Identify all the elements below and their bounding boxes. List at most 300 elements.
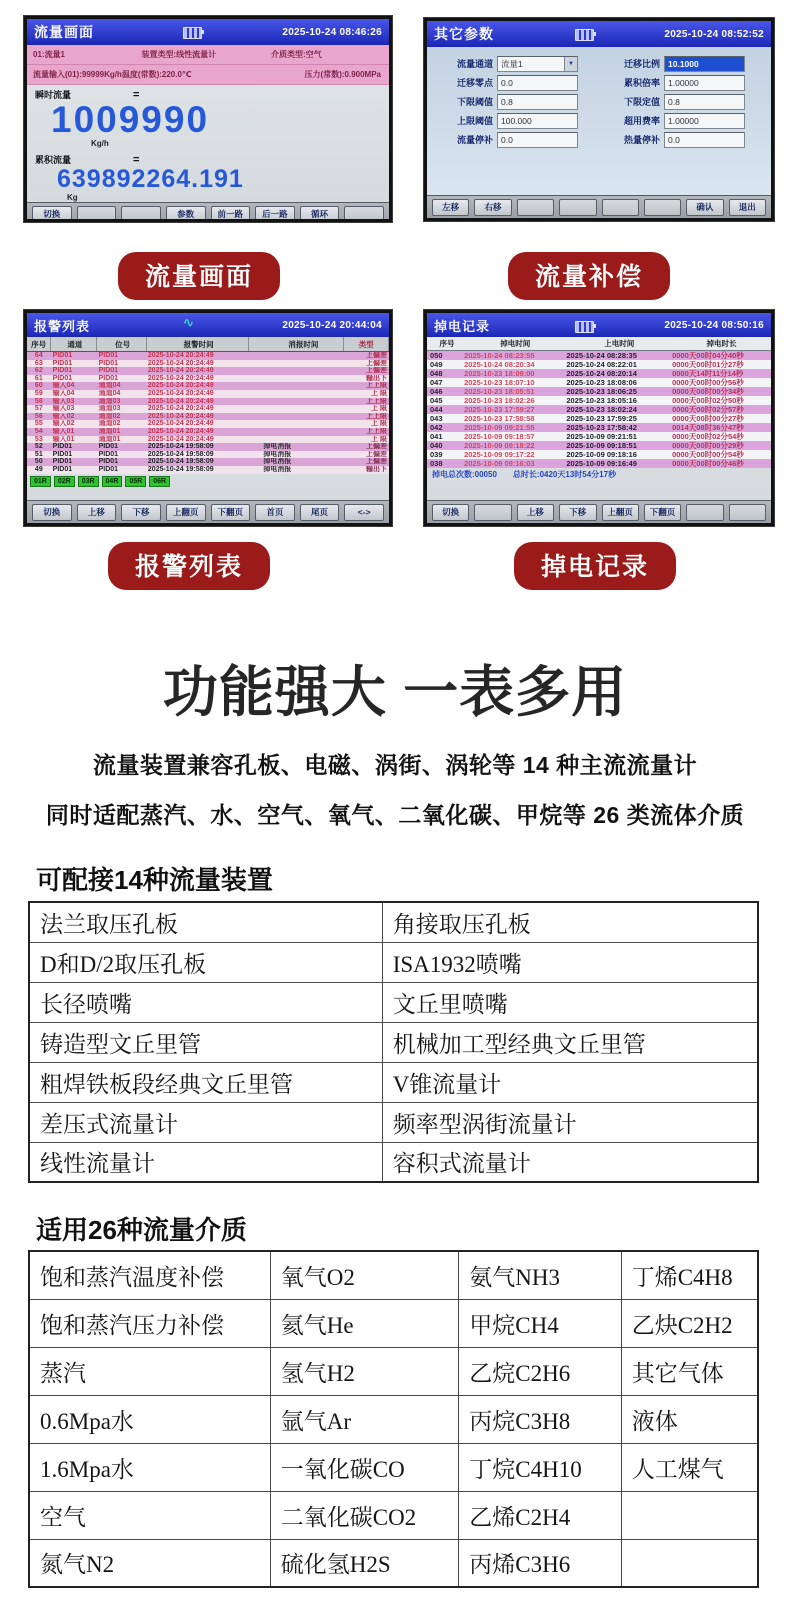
power-cell: 2025-10-23 18:02:26 <box>464 396 535 405</box>
media-name-cell: 一氧化碳CO <box>270 1443 459 1491</box>
total-flow-row <box>35 153 381 166</box>
table-row <box>29 942 758 982</box>
field-input[interactable]: 0.8 <box>664 94 745 110</box>
media-table <box>28 1250 759 1588</box>
alarm-cell: 上上限 <box>366 427 387 435</box>
power-cell: 0000天00时02分54秒 <box>672 432 744 441</box>
power-cell: 0000天00时02分57秒 <box>672 405 744 414</box>
power-cell: 2025-10-09 09:21:51 <box>566 432 637 441</box>
badge-alarm-list: 报警列表 <box>108 542 270 590</box>
flow-input-label: 流量输入(01):99999Kg/h温度(常数):220.0℃ <box>33 70 192 79</box>
power-screen-header <box>427 313 771 337</box>
device-name-cell: D和D/2取压孔板 <box>29 942 382 982</box>
power-cell: 2025-10-23 18:02:24 <box>566 405 637 414</box>
channel-tag: 02R <box>54 476 75 487</box>
field-input[interactable]: 流量1 ▼ <box>497 56 578 72</box>
chevron-down-icon[interactable]: ▼ <box>564 57 577 71</box>
alarm-cell: 2025-10-24 20:24:49 <box>147 405 214 413</box>
alarm-softkey[interactable]: 首页 <box>255 504 295 521</box>
alarm-cell <box>249 398 344 406</box>
channel-tag: 04R <box>102 476 123 487</box>
power-row <box>427 441 771 450</box>
alarm-cell: PID01 <box>98 458 119 466</box>
alarm-row <box>27 420 389 428</box>
field-input[interactable]: 0.8 <box>497 94 578 110</box>
media-name-cell: 乙烯C2H4 <box>459 1491 621 1539</box>
media-name-cell: 氧气O2 <box>270 1251 459 1299</box>
alarm-cell: 52 <box>34 443 43 451</box>
alarm-cell: 输入04 <box>52 382 75 390</box>
flow-info-row <box>27 65 389 85</box>
field-input[interactable]: 100.000 <box>497 113 578 129</box>
power-cell: 2025-10-24 08:20:14 <box>566 369 637 378</box>
params-softkey-blank <box>517 199 554 216</box>
power-cell: 2025-10-09 09:17:22 <box>464 450 535 459</box>
params-screen-header <box>427 21 771 47</box>
params-softkey-blank <box>602 199 639 216</box>
alarm-cell: 53 <box>34 435 43 443</box>
flow-softkey[interactable]: 切换 <box>32 206 72 222</box>
media-name-cell: 氦气He <box>270 1299 459 1347</box>
field-input[interactable]: 0.0 <box>497 132 578 148</box>
alarm-cell: 60 <box>34 382 43 390</box>
alarm-cell: 掉电消报 <box>263 450 292 458</box>
alarm-cell: 输入01 <box>52 435 75 443</box>
field-label: 流量停补 <box>456 135 493 145</box>
media-name-cell: 其它气体 <box>621 1347 758 1395</box>
screen-datetime: 2025-10-24 08:52:52 <box>664 28 764 40</box>
alarm-cell: 通道01 <box>98 435 121 443</box>
device-name-cell: 长径喷嘴 <box>29 982 382 1022</box>
alarm-cell: 2025-10-24 20:24:49 <box>147 367 214 375</box>
alarm-cell: 50 <box>34 458 43 466</box>
device-name-cell: 线性流量计 <box>29 1142 382 1182</box>
power-cell: 045 <box>430 396 443 405</box>
params-softkey-blank <box>559 199 596 216</box>
field-input[interactable]: 0.0 <box>664 132 745 148</box>
power-row <box>427 432 771 441</box>
alarm-cell: 54 <box>34 427 43 435</box>
alarm-table-body <box>27 352 389 474</box>
battery-icon <box>575 29 594 41</box>
alarm-cell: 输入01 <box>52 427 75 435</box>
power-cell: 2025-10-23 18:09:00 <box>464 369 535 378</box>
alarm-cell <box>249 352 344 360</box>
param-field <box>437 56 578 72</box>
param-row <box>427 73 771 92</box>
alarm-softkey[interactable]: 上翻页 <box>166 504 206 521</box>
power-column-header: 掉电时间 <box>500 339 531 348</box>
alarm-cell <box>249 436 344 444</box>
alarm-column-header: 位号 <box>97 337 146 351</box>
params-screen <box>424 18 774 221</box>
power-cell: 0000天00时00分54秒 <box>672 450 744 459</box>
screen-title: 流量画面 <box>34 24 94 40</box>
equals-sign: = <box>133 153 140 166</box>
flow-info-panel <box>27 45 389 85</box>
table-row <box>29 1142 758 1182</box>
alarm-cell: 2025-10-24 20:24:49 <box>147 374 214 382</box>
alarm-cell: PID01 <box>52 352 73 359</box>
power-cell: 2025-10-23 18:08:06 <box>566 378 637 387</box>
alarm-softkey[interactable]: 切换 <box>32 504 72 521</box>
alarm-cell <box>249 420 344 428</box>
power-cell: 041 <box>430 432 443 441</box>
alarm-cell: PID01 <box>98 359 119 367</box>
device-type-label: 装置类型:线性流量计 <box>141 50 217 59</box>
alarm-softkey-bar <box>27 500 389 523</box>
media-name-cell: 丙烯C3H6 <box>459 1539 621 1587</box>
alarm-cell: PID01 <box>98 367 119 375</box>
media-name-cell: 1.6Mpa水 <box>29 1443 270 1491</box>
alarm-column-header: 报警时间 <box>147 337 250 351</box>
devices-table <box>28 901 759 1183</box>
alarm-cell: 57 <box>34 405 43 413</box>
power-cell: 2025-10-09 09:18:57 <box>464 432 535 441</box>
device-name-cell: V锥流量计 <box>382 1062 758 1102</box>
alarm-cell <box>249 405 344 413</box>
alarm-cell: 2025-10-24 19:58:09 <box>147 465 214 473</box>
alarm-softkey[interactable]: <-> <box>344 504 384 521</box>
alarm-cell: 输入03 <box>52 397 75 405</box>
device-name-cell: 机械加工型经典文丘里管 <box>382 1022 758 1062</box>
power-cell: 2025-10-23 17:59:25 <box>566 414 637 423</box>
field-input[interactable]: 1.00000 <box>664 75 745 91</box>
screen-datetime: 2025-10-24 20:44:04 <box>282 319 382 331</box>
battery-icon <box>575 321 594 333</box>
alarm-screen-header <box>27 313 389 337</box>
field-label: 累积倍率 <box>623 78 660 88</box>
media-name-cell: 饱和蒸汽温度补偿 <box>29 1251 270 1299</box>
media-name-cell: 甲烷CH4 <box>459 1299 621 1347</box>
table-row <box>29 902 758 942</box>
instant-flow-unit: Kg/h <box>91 138 109 148</box>
total-flow-label: 累积流量 <box>35 154 72 165</box>
table-row <box>29 982 758 1022</box>
alarm-cell: 58 <box>34 397 43 405</box>
channel-tag: 03R <box>78 476 99 487</box>
alarm-cell: 63 <box>34 359 43 367</box>
alarm-row <box>27 398 389 406</box>
power-row <box>427 351 771 360</box>
battery-icon <box>183 27 202 39</box>
power-softkey[interactable]: 下移 <box>559 504 596 521</box>
alarm-row <box>27 466 389 474</box>
media-name-cell: 丁烯C4H8 <box>621 1251 758 1299</box>
media-name-cell: 乙炔C2H2 <box>621 1299 758 1347</box>
alarm-cell: 掉电消报 <box>263 465 292 473</box>
table-row <box>29 1299 758 1347</box>
table-row <box>29 1251 758 1299</box>
alarm-row <box>27 375 389 383</box>
alarm-cell: 上偏差 <box>366 443 387 451</box>
table-row <box>29 1491 758 1539</box>
power-cell: 0000天00时00分29秒 <box>672 441 744 450</box>
table-row <box>29 1395 758 1443</box>
screen-datetime: 2025-10-24 08:50:16 <box>664 319 764 331</box>
screen-title: 报警列表 <box>34 318 91 334</box>
alarm-cell: 通道03 <box>98 405 121 413</box>
alarm-cell: 49 <box>34 465 43 473</box>
field-label: 下限阈值 <box>456 97 493 107</box>
flow-softkey-blank <box>344 206 384 222</box>
field-input[interactable]: 10.1000 <box>664 56 745 72</box>
param-row <box>427 111 771 130</box>
power-row <box>427 423 771 432</box>
table-row <box>29 1539 758 1587</box>
param-field <box>437 94 578 110</box>
param-field <box>604 132 745 148</box>
power-cell: 047 <box>430 378 443 387</box>
param-field <box>437 113 578 129</box>
power-row <box>427 387 771 396</box>
alarm-cell: 输出下 <box>366 465 387 473</box>
power-cell: 2025-10-24 08:23:55 <box>464 351 535 360</box>
badge-flow-compensation: 流量补偿 <box>508 252 670 300</box>
power-cell: 0000天00时01分27秒 <box>672 360 744 369</box>
instant-flow-value: 1009990 <box>51 99 210 140</box>
alarm-cell: 51 <box>34 450 43 458</box>
param-row <box>427 130 771 149</box>
instant-flow-label: 瞬时流量 <box>35 90 72 100</box>
alarm-cell <box>249 360 344 368</box>
power-cell: 048 <box>430 369 443 378</box>
alarm-cell: 2025-10-24 20:24:49 <box>147 397 214 405</box>
alarm-cell: PID01 <box>52 374 73 382</box>
alarm-cell: 上 限 <box>371 389 387 397</box>
power-screen <box>424 310 774 526</box>
alarm-table-header <box>27 337 389 352</box>
channel-tag: 06R <box>149 476 170 487</box>
channel-tag: 01R <box>30 476 51 487</box>
power-total-duration: 总时长:0420天13时54分17秒 <box>512 470 617 479</box>
alarm-cell: 上偏差 <box>366 458 387 466</box>
power-softkey[interactable]: 上移 <box>517 504 554 521</box>
alarm-cell: PID01 <box>52 367 73 375</box>
field-label: 迁移比例 <box>623 59 660 69</box>
param-field <box>604 75 745 91</box>
device-name-cell: 文丘里喷嘴 <box>382 982 758 1022</box>
alarm-cell: 2025-10-24 20:24:49 <box>147 352 214 359</box>
power-row <box>427 414 771 423</box>
media-name-cell: 氮气N2 <box>29 1539 270 1587</box>
alarm-cell: 2025-10-24 20:24:49 <box>147 412 214 420</box>
screen-title: 其它参数 <box>434 26 494 42</box>
alarm-cell: PID01 <box>52 458 73 466</box>
media-name-cell: 二氧化碳CO2 <box>270 1491 459 1539</box>
subtitle-media: 同时适配蒸汽、水、空气、氧气、二氧化碳、甲烷等 26 类流体介质 <box>45 802 745 828</box>
device-name-cell: 容积式流量计 <box>382 1142 758 1182</box>
alarm-cell: 上偏差 <box>366 352 387 359</box>
param-field <box>604 56 745 72</box>
subtitle-flowmeters: 流量装置兼容孔板、电磁、涡街、涡轮等 14 种主流流量计 <box>92 752 698 778</box>
params-softkey[interactable]: 右移 <box>474 199 511 216</box>
power-softkey-blank <box>729 504 766 521</box>
power-cell: 2025-10-09 09:16:03 <box>464 459 535 468</box>
alarm-row <box>27 352 389 360</box>
device-name-cell: 法兰取压孔板 <box>29 902 382 942</box>
media-name-cell: 空气 <box>29 1491 270 1539</box>
power-cell: 2025-10-09 09:16:49 <box>566 459 637 468</box>
alarm-cell: 输入02 <box>52 420 75 428</box>
device-name-cell: 差压式流量计 <box>29 1102 382 1142</box>
alarm-cell: 64 <box>34 352 43 359</box>
power-softkey-blank <box>474 504 511 521</box>
alarm-row <box>27 443 389 451</box>
param-row <box>427 54 771 73</box>
alarm-cell: 2025-10-24 19:58:09 <box>147 450 214 458</box>
power-row <box>427 459 771 468</box>
field-label: 热量停补 <box>623 135 660 145</box>
wave-logo-icon: ∿ <box>182 314 195 330</box>
alarm-cell <box>249 375 344 383</box>
power-cell: 2025-10-23 18:05:51 <box>464 387 535 396</box>
alarm-cell: 56 <box>34 412 43 420</box>
alarm-cell: PID01 <box>98 352 119 359</box>
alarm-cell: 上 限 <box>371 420 387 428</box>
field-label: 上限阈值 <box>456 116 493 126</box>
params-softkey[interactable]: 确认 <box>686 199 723 216</box>
alarm-row <box>27 451 389 459</box>
screen-datetime: 2025-10-24 08:46:26 <box>282 26 382 38</box>
field-label: 超用费率 <box>623 116 660 126</box>
params-softkey[interactable]: 左移 <box>432 199 469 216</box>
field-input[interactable]: 1.00000 <box>664 113 745 129</box>
alarm-cell: 2025-10-24 20:24:49 <box>147 382 214 390</box>
alarm-row <box>27 458 389 466</box>
alarm-cell: PID01 <box>52 359 73 367</box>
power-cell: 2025-10-23 17:58:42 <box>566 423 637 432</box>
flow-softkey[interactable]: 前一路 <box>211 206 251 222</box>
power-cell: 0000天00时00分34秒 <box>672 387 744 396</box>
alarm-cell: 上偏差 <box>366 367 387 375</box>
alarm-cell: 62 <box>34 367 43 375</box>
alarm-cell: 通道01 <box>98 427 121 435</box>
table-row <box>29 1443 758 1491</box>
alarm-cell: 通道04 <box>98 382 121 390</box>
alarm-row <box>27 382 389 390</box>
alarm-cell: 上上限 <box>366 397 387 405</box>
alarm-softkey[interactable]: 下移 <box>121 504 161 521</box>
alarm-cell <box>249 413 344 421</box>
section-title-devices: 可配接14种流量装置 <box>36 865 273 895</box>
alarm-cell: 2025-10-24 20:24:49 <box>147 427 214 435</box>
power-cell: 2025-10-09 09:21:55 <box>464 423 535 432</box>
alarm-cell: 上 限 <box>371 435 387 443</box>
alarm-cell: 通道03 <box>98 397 121 405</box>
power-cell: 0000天00时00分27秒 <box>672 414 744 423</box>
media-name-cell: 氨气NH3 <box>459 1251 621 1299</box>
media-name-cell <box>621 1539 758 1587</box>
alarm-cell: 通道02 <box>98 420 121 428</box>
flow-softkey[interactable]: 参数 <box>166 206 206 222</box>
alarm-cell <box>249 382 344 390</box>
alarm-cell: 输入03 <box>52 405 75 413</box>
power-cell: 2025-10-23 17:58:58 <box>464 414 535 423</box>
power-softkey[interactable]: 上翻页 <box>602 504 639 521</box>
field-label: 下限定值 <box>623 97 660 107</box>
alarm-cell: 上上限 <box>366 412 387 420</box>
flow-softkey[interactable]: 循环 <box>300 206 340 222</box>
params-softkey[interactable]: 退出 <box>729 199 766 216</box>
flow-screen <box>24 16 392 222</box>
device-name-cell: ISA1932喷嘴 <box>382 942 758 982</box>
power-cell: 049 <box>430 360 443 369</box>
power-cell: 2025-10-23 18:06:25 <box>566 387 637 396</box>
power-row <box>427 378 771 387</box>
power-softkey[interactable]: 下翻页 <box>644 504 681 521</box>
alarm-cell: 输出下 <box>366 374 387 382</box>
media-name-cell: 氢气H2 <box>270 1347 459 1395</box>
alarm-cell: 上偏差 <box>366 359 387 367</box>
media-name-cell: 硫化氢H2S <box>270 1539 459 1587</box>
alarm-cell: PID01 <box>52 465 73 473</box>
field-input[interactable]: 0.0 <box>497 75 578 91</box>
power-softkey[interactable]: 切换 <box>432 504 469 521</box>
alarm-cell: PID01 <box>52 443 73 451</box>
alarm-cell: 上上限 <box>366 382 387 390</box>
flow-softkey-blank <box>121 206 161 222</box>
power-cell: 2025-10-23 17:59:27 <box>464 405 535 414</box>
equals-sign: = <box>133 89 140 101</box>
flow-softkey[interactable]: 后一路 <box>255 206 295 222</box>
alarm-channel-tags <box>27 474 389 490</box>
alarm-softkey[interactable]: 尾页 <box>300 504 340 521</box>
alarm-row <box>27 405 389 413</box>
alarm-cell: PID01 <box>98 374 119 382</box>
alarm-column-header: 序号 <box>27 337 51 351</box>
power-cell: 0000天00时02分50秒 <box>672 396 744 405</box>
power-cell: 0000天00时04分40秒 <box>672 351 744 360</box>
alarm-cell: 59 <box>34 389 43 397</box>
alarm-softkey[interactable]: 上移 <box>77 504 117 521</box>
alarm-cell: 输入02 <box>52 412 75 420</box>
power-softkey-blank <box>686 504 723 521</box>
media-name-cell: 人工煤气 <box>621 1443 758 1491</box>
power-total-count: 掉电总次数:00050 <box>432 470 497 479</box>
alarm-cell: 2025-10-24 19:58:09 <box>147 458 214 466</box>
alarm-softkey[interactable]: 下翻页 <box>211 504 251 521</box>
media-name-cell: 饱和蒸汽压力补偿 <box>29 1299 270 1347</box>
power-cell: 0000天14时11分14秒 <box>672 369 744 378</box>
flow-screen-header <box>27 19 389 45</box>
flow-info-row <box>27 45 389 65</box>
power-cell: 0014天08时36分47秒 <box>672 423 744 432</box>
power-cell: 2025-10-09 09:18:16 <box>566 450 637 459</box>
alarm-column-header: 类型 <box>344 337 389 351</box>
media-name-cell: 氩气Ar <box>270 1395 459 1443</box>
alarm-screen <box>24 310 392 526</box>
media-name-cell: 丙烷C3H8 <box>459 1395 621 1443</box>
alarm-cell: 61 <box>34 374 43 382</box>
alarm-cell: 输入04 <box>52 389 75 397</box>
params-softkey-bar <box>427 195 771 218</box>
power-cell: 046 <box>430 387 443 396</box>
power-cell: 2025-10-09 09:18:51 <box>566 441 637 450</box>
power-cell: 042 <box>430 423 443 432</box>
badge-power-record: 掉电记录 <box>514 542 676 590</box>
alarm-cell: PID01 <box>98 465 119 473</box>
device-name-cell: 铸造型文丘里管 <box>29 1022 382 1062</box>
power-cell: 2025-10-09 09:18:22 <box>464 441 535 450</box>
alarm-cell: PID01 <box>98 443 119 451</box>
table-row <box>29 1102 758 1142</box>
alarm-column-header: 消报时间 <box>249 337 344 351</box>
alarm-cell: 2025-10-24 20:24:49 <box>147 359 214 367</box>
device-name-cell: 频率型涡街流量计 <box>382 1102 758 1142</box>
field-label: 流量通道 <box>456 59 493 69</box>
total-flow-value: 639892264.191 <box>57 164 244 193</box>
